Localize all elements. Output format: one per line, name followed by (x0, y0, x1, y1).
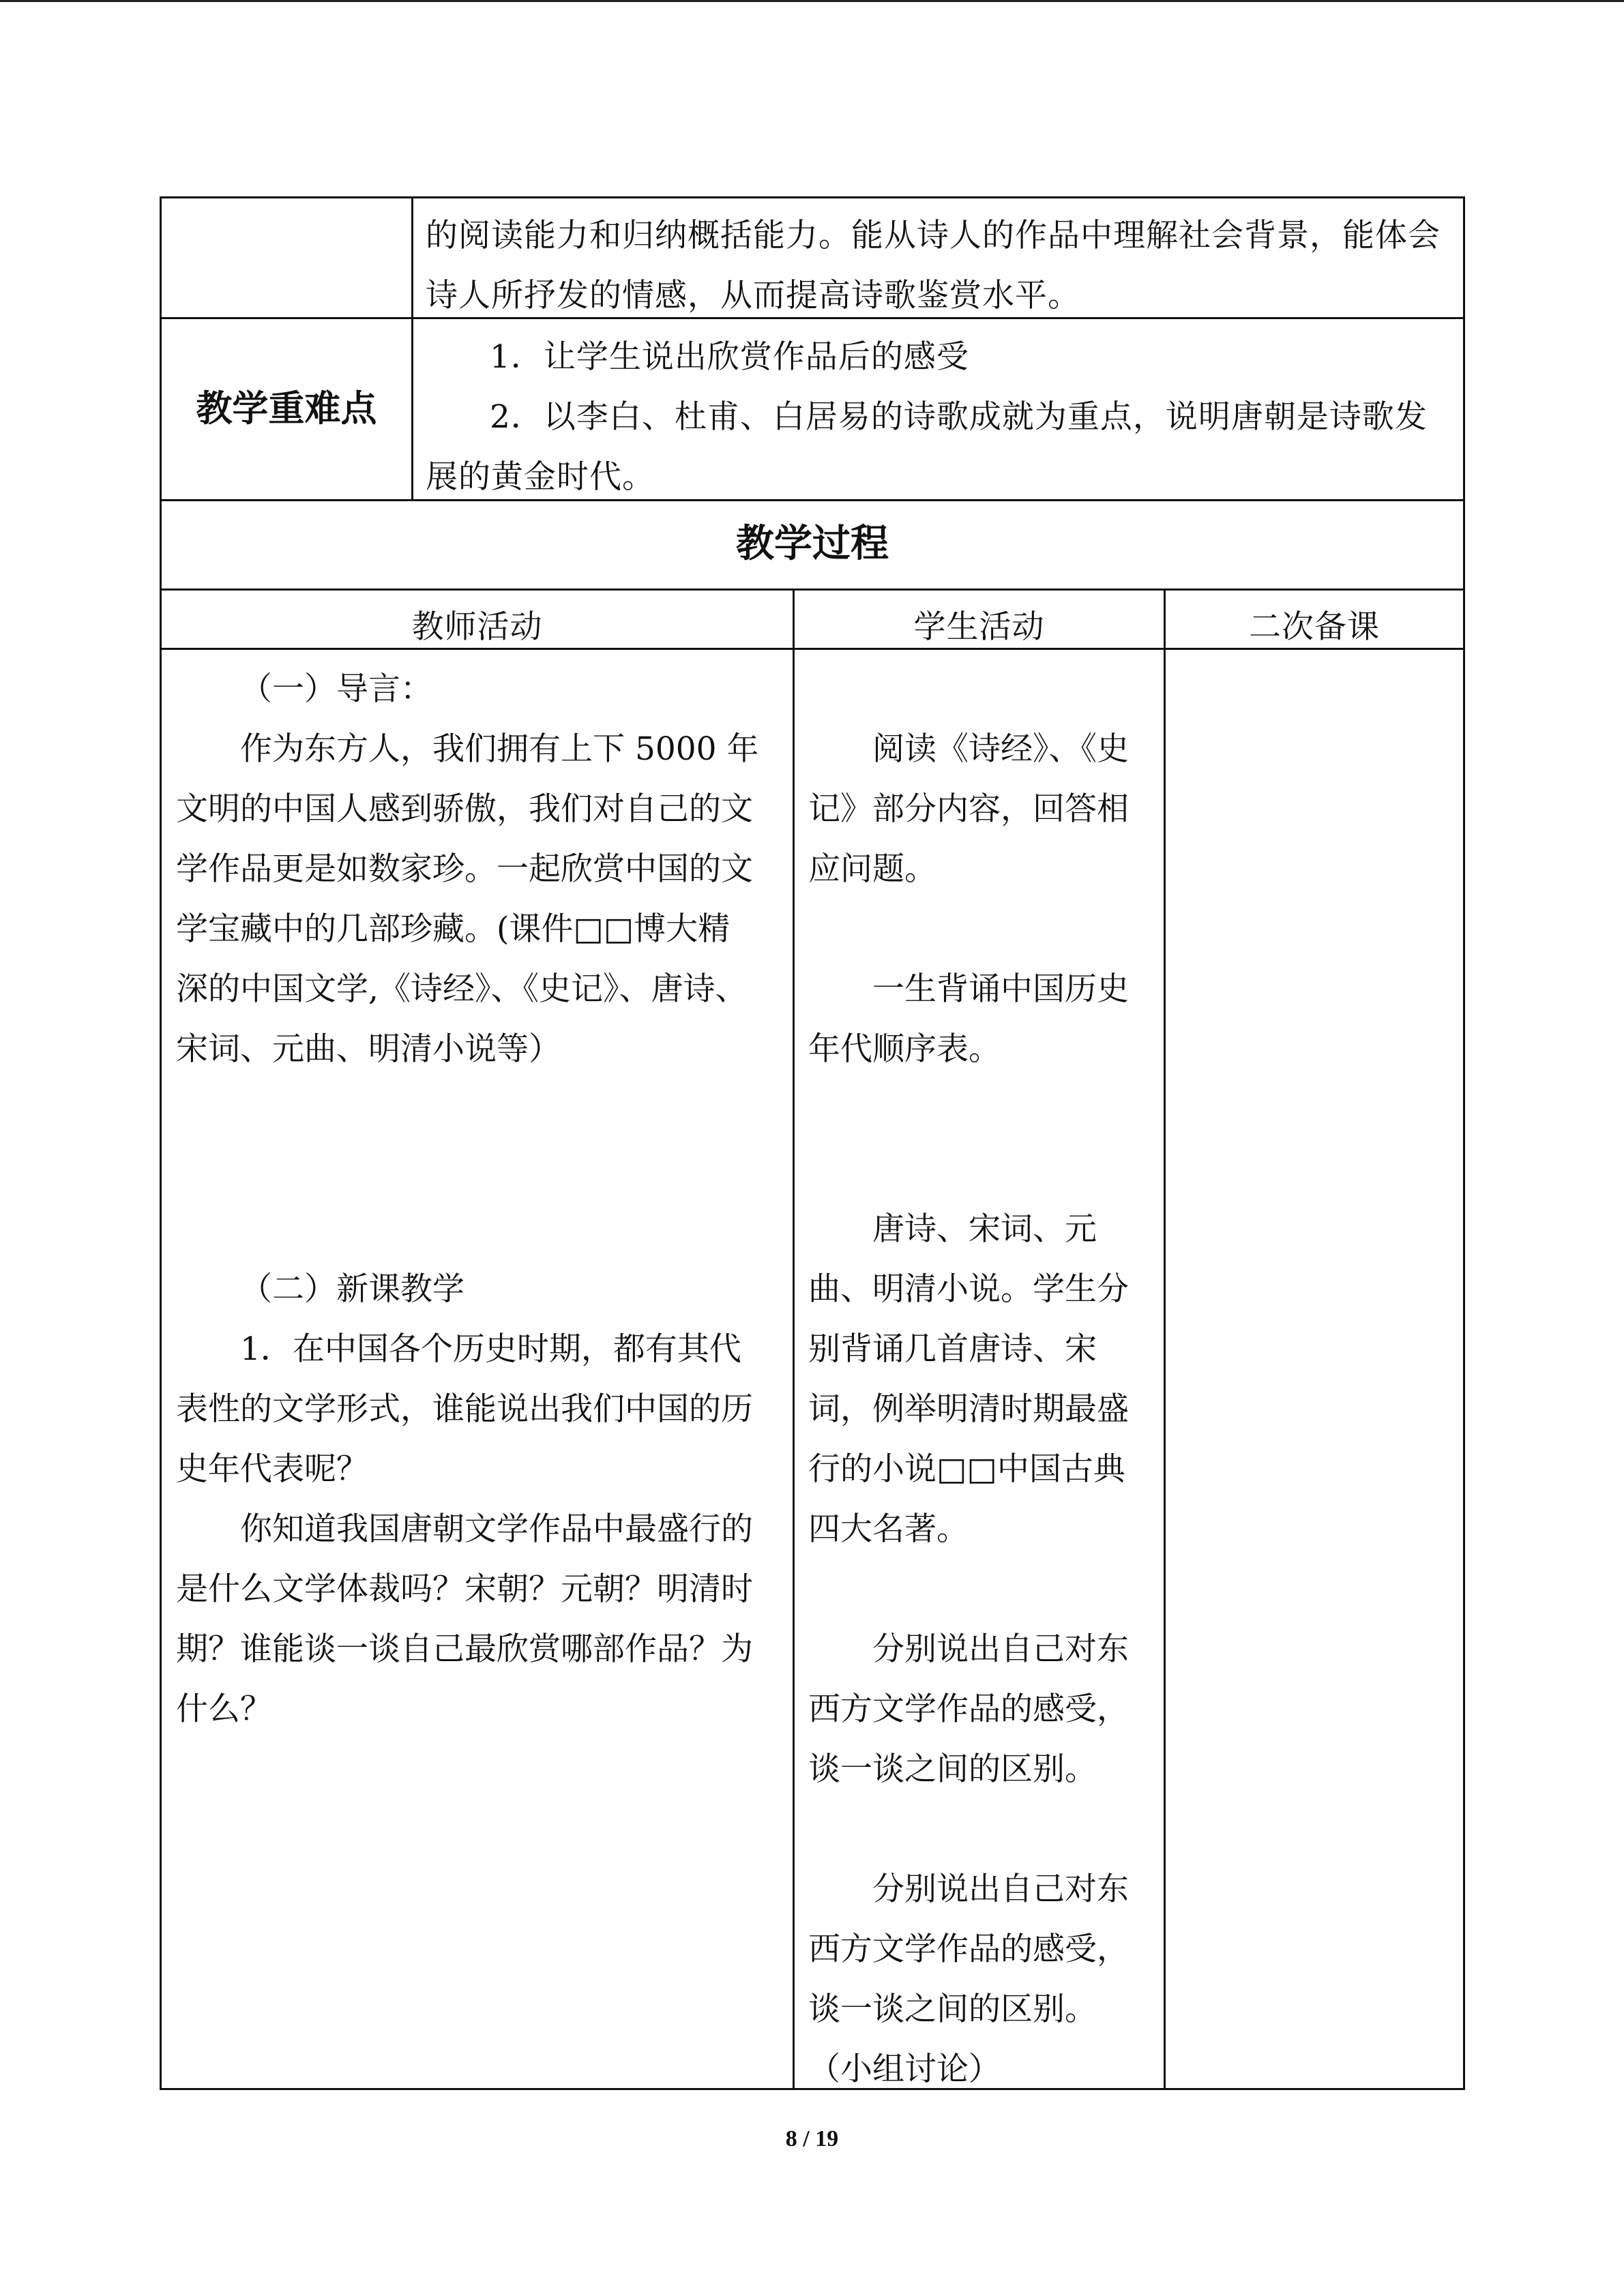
new-lesson-heading: （二）新课教学 (240, 1270, 464, 1308)
text-line: 唐诗、宋词、元 (872, 1210, 1097, 1248)
column-header-student: 学生活动 (913, 608, 1045, 646)
key-point-item: 展的黄金时代。 (426, 458, 655, 496)
table-rule (160, 196, 162, 2090)
student-item (808, 1199, 1156, 1560)
intro-paragraph (176, 719, 783, 1079)
text-line: （小组讨论） (808, 2051, 1001, 2088)
student-item (808, 1620, 1156, 1800)
process-title: 教学过程 (736, 521, 889, 566)
intro-heading: （一）导言： (240, 670, 432, 708)
text-line: 表性的文学形式，谁能说出我们中国的历 (176, 1390, 753, 1428)
table-rule (1463, 196, 1465, 2090)
text-line: 是什么文学体裁吗？宋朝？元朝？明清时 (176, 1570, 753, 1608)
text-line: 记》部分内容，回答相 (808, 790, 1129, 828)
second-prep-cell (1166, 650, 1463, 2088)
text-line: 一生背诵中国历史 (872, 970, 1129, 1008)
text-line: 行的小说□□中国古典 (808, 1450, 1125, 1488)
text-line: 学宝藏中的几部珍藏。(课件□□博大精 (176, 910, 730, 948)
text-line: 谈一谈之间的区别。 (808, 1750, 1097, 1788)
text-line: 期？谁能谈一谈自己最欣赏哪部作品？为 (176, 1630, 753, 1668)
page-number: 8 / 19 (785, 2126, 839, 2151)
student-activity (808, 719, 1156, 2100)
text-line: 什么？ (176, 1690, 272, 1728)
text-line: 作为东方人，我们拥有上下 5000 年 (240, 730, 759, 768)
text-line: 曲、明清小说。学生分 (808, 1270, 1129, 1308)
text-line: 别背诵几首唐诗、宋 (808, 1330, 1097, 1368)
table-rule (160, 588, 1465, 591)
text-line: 四大名著。 (808, 1510, 969, 1548)
text-line: 分别说出自己对东 (872, 1630, 1129, 1668)
text-line: 西方文学作品的感受， (808, 1690, 1129, 1728)
column-header-second-prep: 二次备课 (1249, 608, 1380, 646)
text-line: 年代顺序表。 (808, 1030, 1001, 1068)
key-points-label: 教学重难点 (196, 387, 377, 430)
table-rule (411, 196, 413, 501)
page-top-border (0, 0, 1624, 2)
column-header-teacher: 教师活动 (411, 608, 543, 646)
goals-line: 诗人所抒发的情感，从而提高诗歌鉴赏水平。 (426, 277, 1080, 314)
text-line: 史年代表呢？ (176, 1450, 368, 1488)
text-line: 应问题。 (808, 850, 936, 888)
key-points-content (426, 327, 1456, 507)
text-line: 分别说出自己对东 (872, 1870, 1129, 1908)
new-lesson-paragraph (176, 1500, 783, 1740)
new-lesson-paragraph (176, 1320, 783, 1500)
table-rule (793, 588, 795, 2090)
text-line: 谈一谈之间的区别。 (808, 1991, 1097, 2028)
key-point-item: 2．以李白、杜甫、白居易的诗歌成就为重点，说明唐朝是诗歌发 (490, 398, 1428, 436)
text-line: 词，例举明清时期最盛 (808, 1390, 1129, 1428)
key-point-item: 1．让学生说出欣赏作品后的感受 (490, 338, 969, 376)
goals-continuation (426, 206, 1456, 326)
text-line: 阅读《诗经》、《史 (872, 730, 1129, 768)
text-line: 学作品更是如数家珍。一起欣赏中国的文 (176, 850, 753, 888)
text-line: 深的中国文学,《诗经》、《史记》、唐诗、 (176, 970, 748, 1008)
text-line: 西方文学作品的感受， (808, 1930, 1129, 1968)
table-rule (160, 196, 1465, 198)
student-item (808, 719, 1156, 899)
teacher-activity (176, 659, 783, 1740)
student-item (808, 1860, 1156, 2100)
text-line: 文明的中国人感到骄傲，我们对自己的文 (176, 790, 753, 828)
goals-line: 的阅读能力和归纳概括能力。能从诗人的作品中理解社会背景，能体会 (426, 217, 1441, 254)
student-item (808, 959, 1156, 1079)
text-line: 宋词、元曲、明清小说等） (176, 1030, 561, 1068)
text-line: 你知道我国唐朝文学作品中最盛行的 (240, 1510, 753, 1548)
text-line: 1．在中国各个历史时期，都有其代 (240, 1330, 741, 1368)
